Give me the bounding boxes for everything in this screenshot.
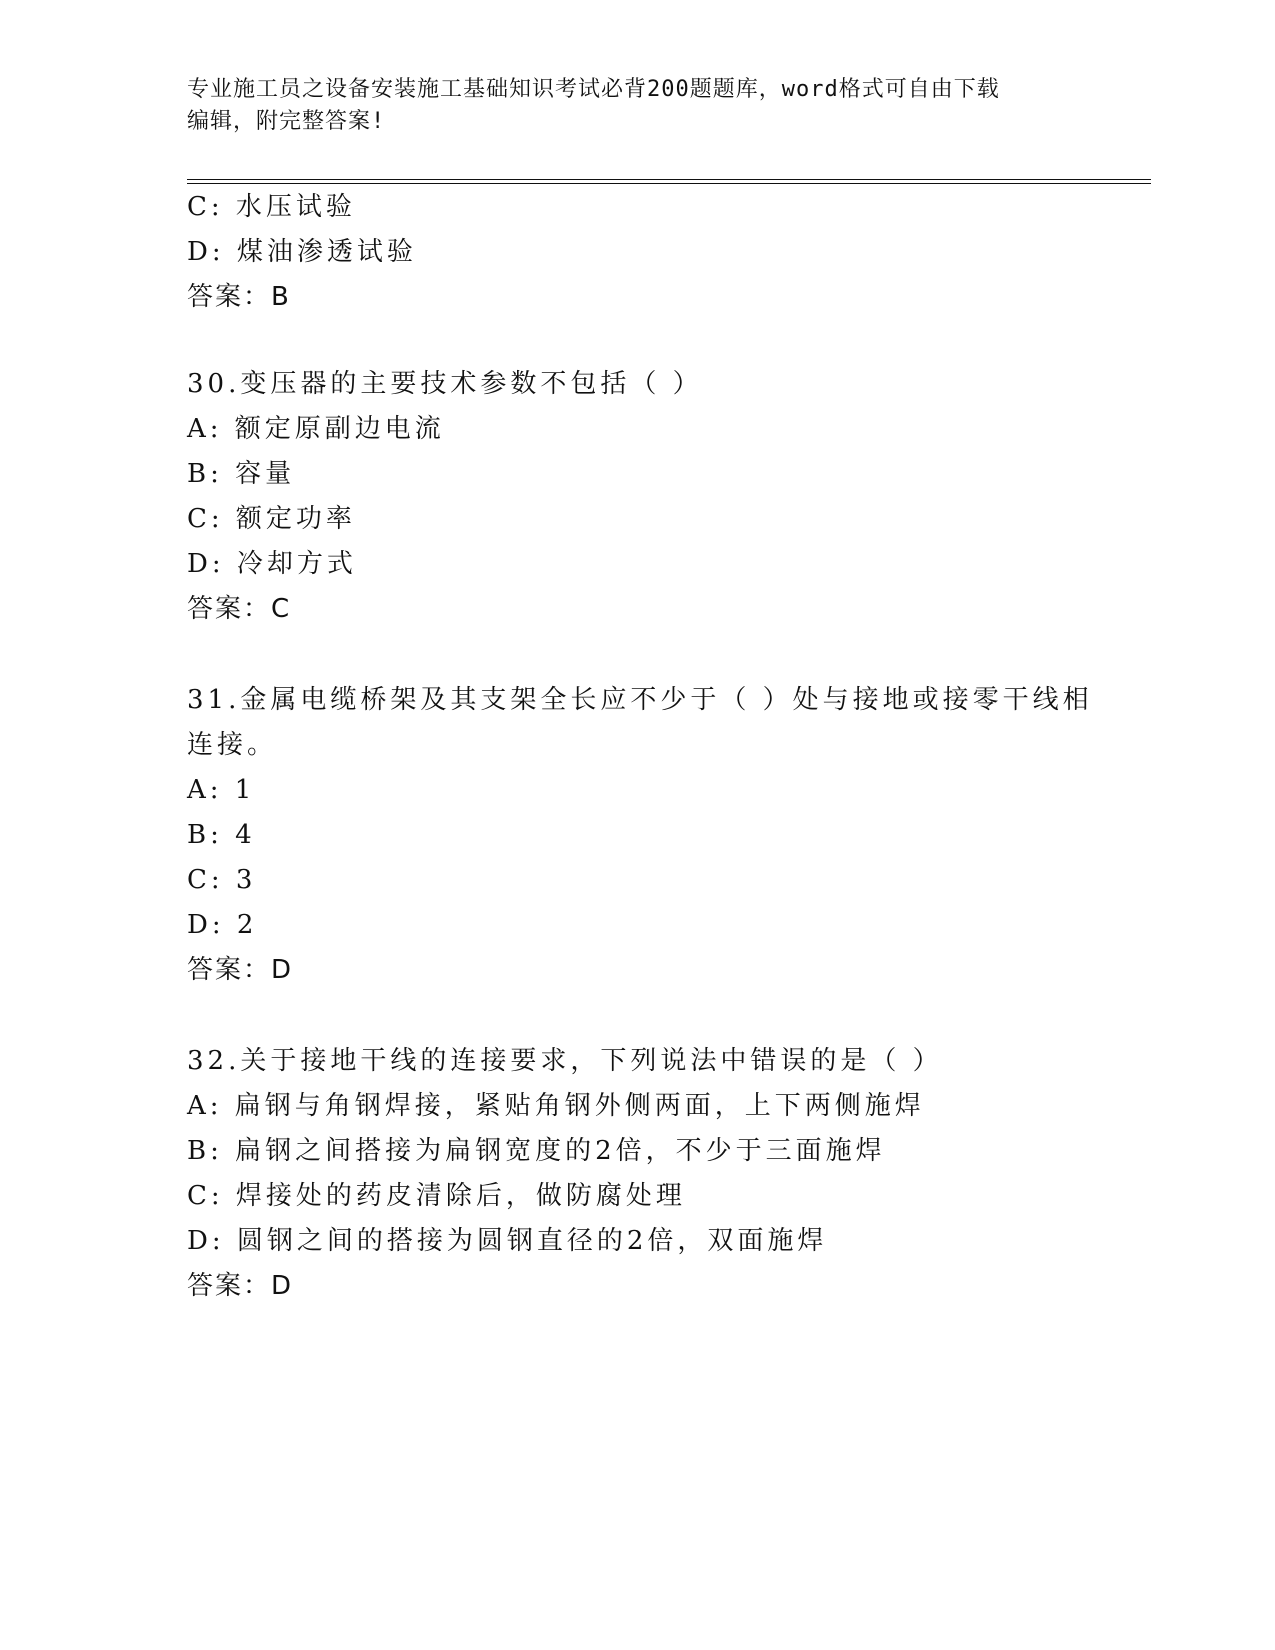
- option-line: C: 额定功率: [187, 504, 356, 534]
- header-divider-bottom: [187, 183, 1151, 184]
- answer-line: 答案：C: [187, 594, 292, 624]
- option-line: B: 4: [187, 820, 256, 850]
- question-stem: 30.变压器的主要技术参数不包括（ ）: [187, 369, 703, 399]
- answer-line: 答案：D: [187, 955, 294, 985]
- header-line-2: 编辑，附完整答案!: [187, 109, 386, 134]
- question-stem: 32.关于接地干线的连接要求，下列说法中错误的是（ ）: [187, 1046, 943, 1076]
- option-line: D: 煤油渗透试验: [187, 237, 417, 267]
- question-stem: 31.金属电缆桥架及其支架全长应不少于（ ）处与接地或接零干线相: [187, 685, 1093, 715]
- option-line: C: 焊接处的药皮清除后，做防腐处理: [187, 1181, 686, 1211]
- header-line-1: 专业施工员之设备安装施工基础知识考试必背200题题库，word格式可自由下载: [187, 77, 1000, 102]
- option-line: D: 圆钢之间的搭接为圆钢直径的2倍，双面施焊: [187, 1226, 828, 1256]
- option-line: C: 3: [187, 865, 257, 895]
- question-stem-continued: 连接。: [187, 730, 278, 760]
- answer-line: 答案：D: [187, 1271, 294, 1301]
- header-divider-top: [187, 179, 1151, 180]
- option-line: D: 2: [187, 910, 258, 940]
- option-line: B: 容量: [187, 459, 296, 489]
- option-line: D: 冷却方式: [187, 549, 357, 579]
- option-line: C: 水压试验: [187, 192, 356, 222]
- answer-line: 答案：B: [187, 282, 291, 312]
- option-line: B: 扁钢之间搭接为扁钢宽度的2倍，不少于三面施焊: [187, 1136, 886, 1166]
- document-header: [187, 74, 1087, 138]
- option-line: A: 扁钢与角钢焊接，紧贴角钢外侧两面，上下两侧施焊: [187, 1091, 925, 1121]
- option-line: A: 额定原副边电流: [187, 414, 445, 444]
- option-line: A: 1: [187, 775, 256, 805]
